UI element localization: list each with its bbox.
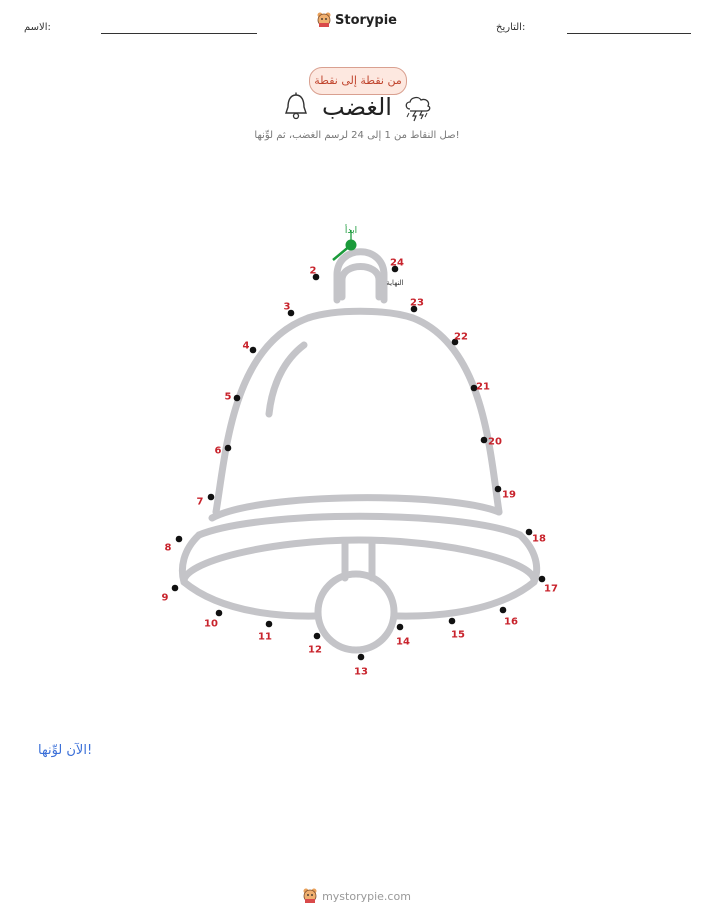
footer bbox=[0, 888, 714, 907]
footer-url: mystorypie.com bbox=[322, 889, 411, 903]
dot-4 bbox=[250, 347, 257, 354]
dot-number-9: 9 bbox=[161, 592, 169, 604]
bell-outline bbox=[182, 252, 536, 650]
dot-number-22: 22 bbox=[454, 331, 468, 343]
dot-number-18: 18 bbox=[532, 533, 546, 545]
bear-footer-icon bbox=[303, 888, 317, 904]
dot-number-15: 15 bbox=[451, 629, 465, 641]
dot-number-13: 13 bbox=[354, 666, 368, 678]
dot-number-7: 7 bbox=[196, 496, 204, 508]
dot-5 bbox=[234, 395, 241, 402]
instructions: صل النقاط من 1 إلى 24 لرسم الغضب، ثم لوِّنها! bbox=[254, 130, 460, 141]
dot-9 bbox=[172, 585, 179, 592]
dot-number-20: 20 bbox=[488, 436, 502, 448]
dot-number-11: 11 bbox=[258, 631, 272, 643]
dot-number-21: 21 bbox=[476, 381, 490, 393]
dot-number-17: 17 bbox=[544, 583, 558, 595]
name-label: الاسم: bbox=[24, 22, 51, 33]
dot-number-19: 19 bbox=[502, 489, 516, 501]
dot-16 bbox=[500, 607, 507, 614]
dot-number-5: 5 bbox=[224, 391, 232, 403]
dot-12 bbox=[314, 633, 321, 640]
dot-14 bbox=[397, 624, 404, 631]
dot-number-2: 2 bbox=[309, 265, 317, 277]
dot-number-6: 6 bbox=[214, 445, 222, 457]
start-label: ابدأ bbox=[344, 226, 358, 236]
dot-20 bbox=[481, 437, 488, 444]
brand-name: Storypie bbox=[335, 12, 397, 28]
dot-6 bbox=[225, 445, 232, 452]
dot-number-12: 12 bbox=[308, 644, 322, 656]
dot-8 bbox=[176, 536, 183, 543]
dot-10 bbox=[216, 610, 223, 617]
dot-number-14: 14 bbox=[396, 636, 410, 648]
activity-badge: من نقطة إلى نقطة bbox=[309, 67, 407, 95]
dot-number-3: 3 bbox=[283, 301, 291, 313]
dot-19 bbox=[495, 486, 502, 493]
start-dot bbox=[346, 240, 357, 251]
dot-7 bbox=[208, 494, 215, 501]
dot-number-23: 23 bbox=[410, 297, 424, 309]
dot-11 bbox=[266, 621, 273, 628]
dot-13 bbox=[358, 654, 365, 661]
page-title: الغضب bbox=[322, 93, 392, 121]
dot-number-24: 24 bbox=[390, 257, 404, 269]
dot-number-16: 16 bbox=[504, 616, 518, 628]
dot-number-8: 8 bbox=[164, 542, 172, 554]
dot-number-4: 4 bbox=[242, 340, 250, 352]
dot-17 bbox=[539, 576, 546, 583]
color-prompt: الآن لوِّنها! bbox=[38, 743, 93, 758]
dot-number-10: 10 bbox=[204, 618, 218, 630]
date-label: التاريخ: bbox=[496, 22, 526, 33]
dot-15 bbox=[449, 618, 456, 625]
end-label: النهاية bbox=[386, 279, 404, 287]
